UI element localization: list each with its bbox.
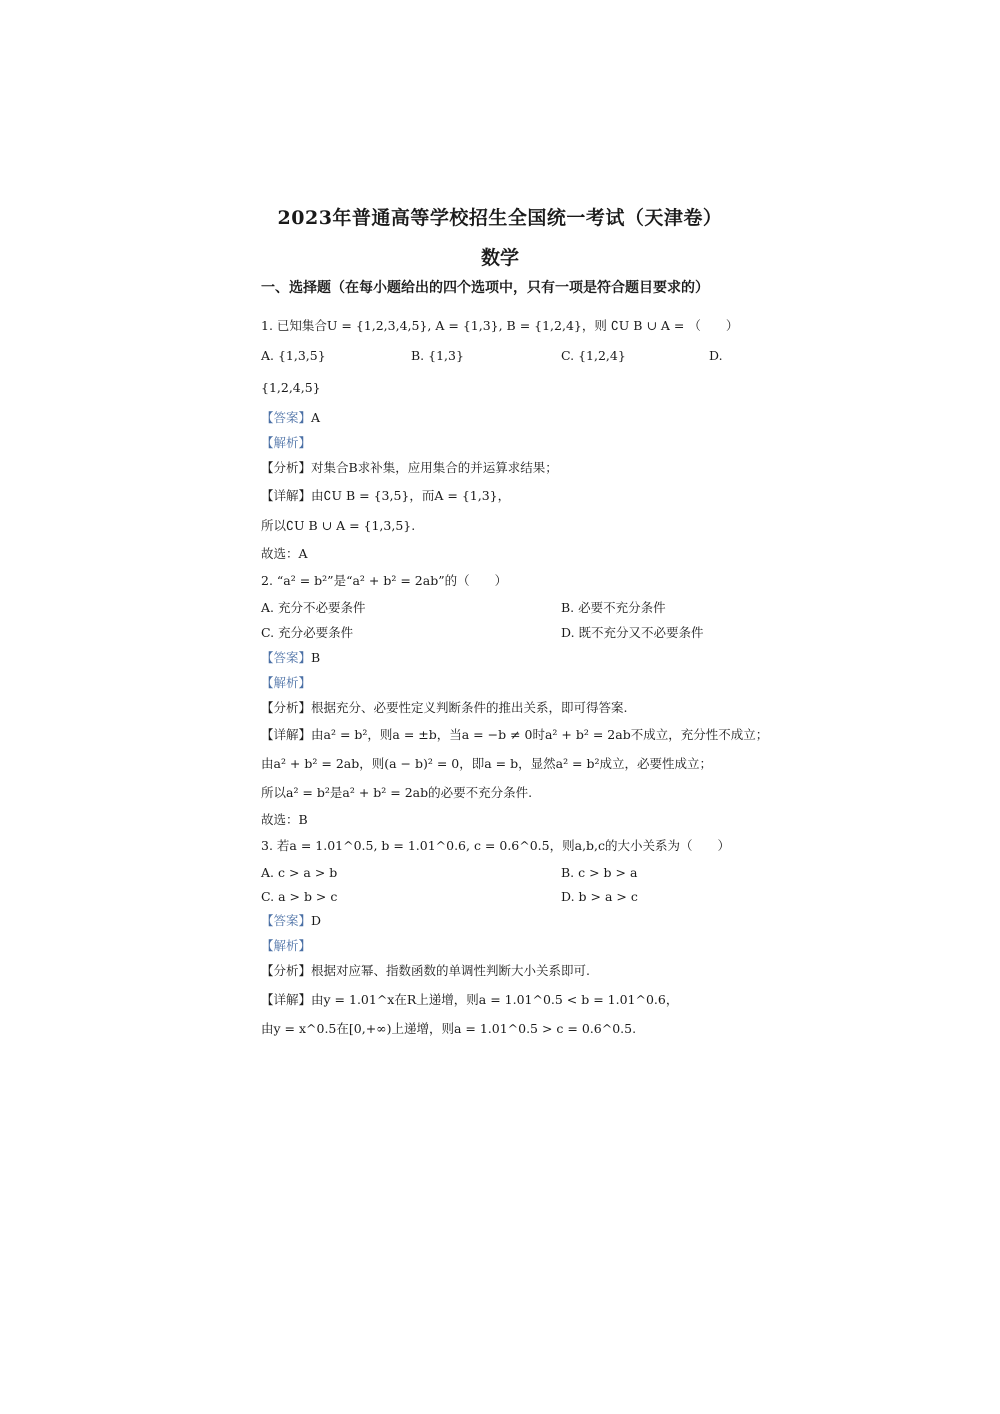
q2-analysis-tag: 【解析】 xyxy=(261,675,312,690)
page-subtitle: 数学 xyxy=(480,247,519,269)
q1-xiangjie: 由∁U B = {3,5}，而A = {1,3}， xyxy=(311,488,511,503)
q2-fenxi: 根据充分、必要性定义判断条件的推出关系，即可得答案. xyxy=(311,700,628,715)
q1-fenxi: 对集合B求补集，应用集合的并运算求结果； xyxy=(311,460,558,475)
q2-xiangjie: 由a² = b²，则a = ±b，当a = −b ≠ 0时a² + b² = 2ab不成立，充分性不成立； xyxy=(311,727,769,742)
q2-solution-line-3: 所以a² = b²是a² + b² = 2ab的必要不充分条件. xyxy=(261,785,533,800)
fenxi-tag: 【分析】 xyxy=(261,460,312,475)
q3-xiangjie: 由y = 1.01^x在R上递增，则a = 1.01^0.5 < b = 1.01^0.6， xyxy=(311,992,679,1007)
q3-option-c: C. a > b > c xyxy=(261,889,338,904)
q2-fenxi-line xyxy=(261,700,628,716)
q3-fenxi: 根据对应幂、指数函数的单调性判断大小关系即可. xyxy=(311,963,590,978)
q3-analysis-tag: 【解析】 xyxy=(261,938,312,953)
q3-answer: D xyxy=(311,913,322,928)
q2-option-d: D. 既不充分又不必要条件 xyxy=(561,625,704,640)
q1-xiangjie-line xyxy=(261,488,510,504)
q1-analysis-tag: 【解析】 xyxy=(261,435,312,450)
q3-answer-line xyxy=(261,913,321,929)
q1-option-d: D. xyxy=(709,348,723,363)
q1-option-b: B. {1,3} xyxy=(411,348,464,363)
fenxi-tag: 【分析】 xyxy=(261,700,312,715)
q1-option-c: C. {1,2,4} xyxy=(561,348,626,363)
q3-option-d: D. b > a > c xyxy=(561,889,638,904)
q3-xiangjie-line xyxy=(261,992,678,1008)
q2-answer: B xyxy=(311,650,321,665)
answer-tag: 【答案】 xyxy=(261,650,312,665)
xiangjie-tag: 【详解】 xyxy=(261,488,312,503)
answer-tag: 【答案】 xyxy=(261,410,312,425)
q2-xiangjie-line xyxy=(261,727,768,743)
q1-solution-line-2: 所以∁U B ∪ A = {1,3,5}. xyxy=(261,518,416,533)
q1-choose: 故选：A xyxy=(261,546,308,561)
section-heading: 一、选择题（在每小题给出的四个选项中，只有一项是符合题目要求的） xyxy=(261,280,709,296)
q2-option-b: B. 必要不充分条件 xyxy=(561,600,666,615)
q3-stem: 3. 若a = 1.01^0.5, b = 1.01^0.6, c = 0.6^0.5，则a,b,c的大小关系为（ ） xyxy=(261,838,731,853)
q2-option-a: A. 充分不必要条件 xyxy=(261,600,366,615)
q3-option-b: B. c > b > a xyxy=(561,865,638,880)
q1-answer-line xyxy=(261,410,320,426)
q2-answer-line xyxy=(261,650,320,666)
q3-solution-line-2: 由y = x^0.5在[0,+∞)上递增，则a = 1.01^0.5 > c = 0.6^0.5. xyxy=(261,1021,637,1036)
page-title: 2023年普通高等学校招生全国统一考试（天津卷） xyxy=(277,207,723,229)
q2-stem: 2. “a² = b²”是“a² + b² = 2ab”的（ ） xyxy=(261,573,508,588)
xiangjie-tag: 【详解】 xyxy=(261,727,312,742)
q1-option-d-value: {1,2,4,5} xyxy=(261,380,321,395)
q2-option-c: C. 充分必要条件 xyxy=(261,625,354,640)
fenxi-tag: 【分析】 xyxy=(261,963,312,978)
q1-stem: 1. 已知集合U = {1,2,3,4,5}, A = {1,3}, B = {1,2,4}，则 ∁U B ∪ A = （ ） xyxy=(261,318,739,333)
q2-choose: 故选：B xyxy=(261,812,308,827)
q2-solution-line-2: 由a² + b² = 2ab，则(a − b)² = 0，即a = b，显然a² = b²成立，必要性成立； xyxy=(261,756,713,771)
answer-tag: 【答案】 xyxy=(261,913,312,928)
q1-option-a: A. {1,3,5} xyxy=(261,348,326,363)
q1-fenxi-line xyxy=(261,460,558,476)
xiangjie-tag: 【详解】 xyxy=(261,992,312,1007)
q1-answer: A xyxy=(311,410,321,425)
q3-option-a: A. c > a > b xyxy=(261,865,338,880)
q3-fenxi-line xyxy=(261,963,590,979)
